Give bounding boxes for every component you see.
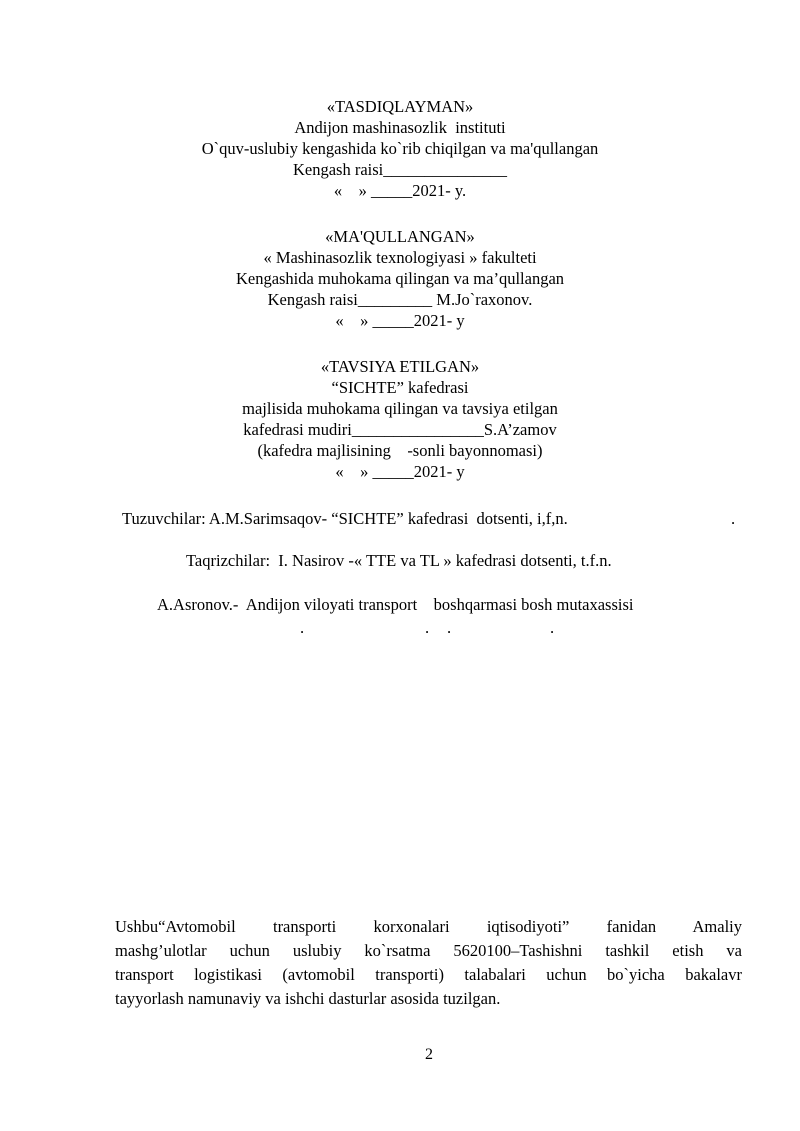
agreed-council: Kengashida muhokama qilingan va ma’qullangan — [235, 269, 565, 288]
agreed-chair: Kengash raisi_________ M.Jo`raxonov. — [267, 290, 533, 309]
reviewer2-line: A.Asronov.- Andijon viloyati transport boshqarmasi bosh mutaxassisi — [157, 595, 634, 614]
page-number: 2 — [425, 1046, 433, 1063]
reviewers-line: Taqrizchilar: I. Nasirov -« TTE va TL » kafedrasi dotsenti, t.f.n. — [186, 551, 612, 570]
approval-institute: Andijon mashinasozlik instituti — [294, 118, 506, 137]
stray-dot: . — [425, 618, 430, 637]
description-line: mashg’ulotlar uchun uslubiy ko`rsatma 5620100–Tashishni tashkil etish va — [115, 941, 742, 960]
approval-council: O`quv-uslubiy kengashida ko`rib chiqilgan va ma'qullangan — [201, 139, 599, 158]
stray-dot: . — [447, 618, 452, 637]
description-paragraph — [115, 915, 742, 1011]
description-line: transport logistikasi (avtomobil transporti) talabalari uchun bo`yicha bakalavr — [115, 965, 742, 984]
agreed-heading: «MA'QULLANGAN» — [325, 227, 475, 246]
recommended-head: kafedrasi mudiri________________S.A’zamov — [243, 420, 557, 439]
approval-chair: Kengash raisi_______________ — [292, 160, 508, 179]
compilers-dot: . — [731, 509, 736, 528]
agreed-date: « » _____2021- y — [335, 311, 465, 330]
description-line: tayyorlash namunaviy va ishchi dasturlar asosida tuzilgan. — [115, 989, 501, 1008]
agreed-block — [0, 226, 800, 331]
recommended-heading: «TAVSIYA ETILGAN» — [320, 357, 480, 376]
approval-block — [0, 96, 800, 201]
recommended-meeting: majlisida muhokama qilingan va tavsiya etilgan — [242, 399, 558, 418]
stray-dot: . — [550, 618, 555, 637]
stray-dot: . — [300, 618, 305, 637]
description-line: Ushbu“Avtomobil transporti korxonalari iqtisodiyoti” fanidan Amaliy — [115, 917, 742, 936]
recommended-block — [0, 356, 800, 482]
recommended-protocol: (kafedra majlisining -sonli bayonnomasi) — [257, 441, 543, 460]
agreed-faculty: « Mashinasozlik texnologiyasi » fakulteti — [263, 248, 537, 267]
recommended-department: “SICHTE” kafedrasi — [331, 378, 469, 397]
compilers-line: Tuzuvchilar: A.M.Sarimsaqov- “SICHTE” kafedrasi dotsenti, i,f,n. — [122, 509, 568, 528]
approval-heading: «TASDIQLAYMAN» — [326, 97, 474, 116]
recommended-date: « » _____2021- y — [335, 462, 465, 481]
approval-date: « » _____2021- y. — [333, 181, 467, 200]
